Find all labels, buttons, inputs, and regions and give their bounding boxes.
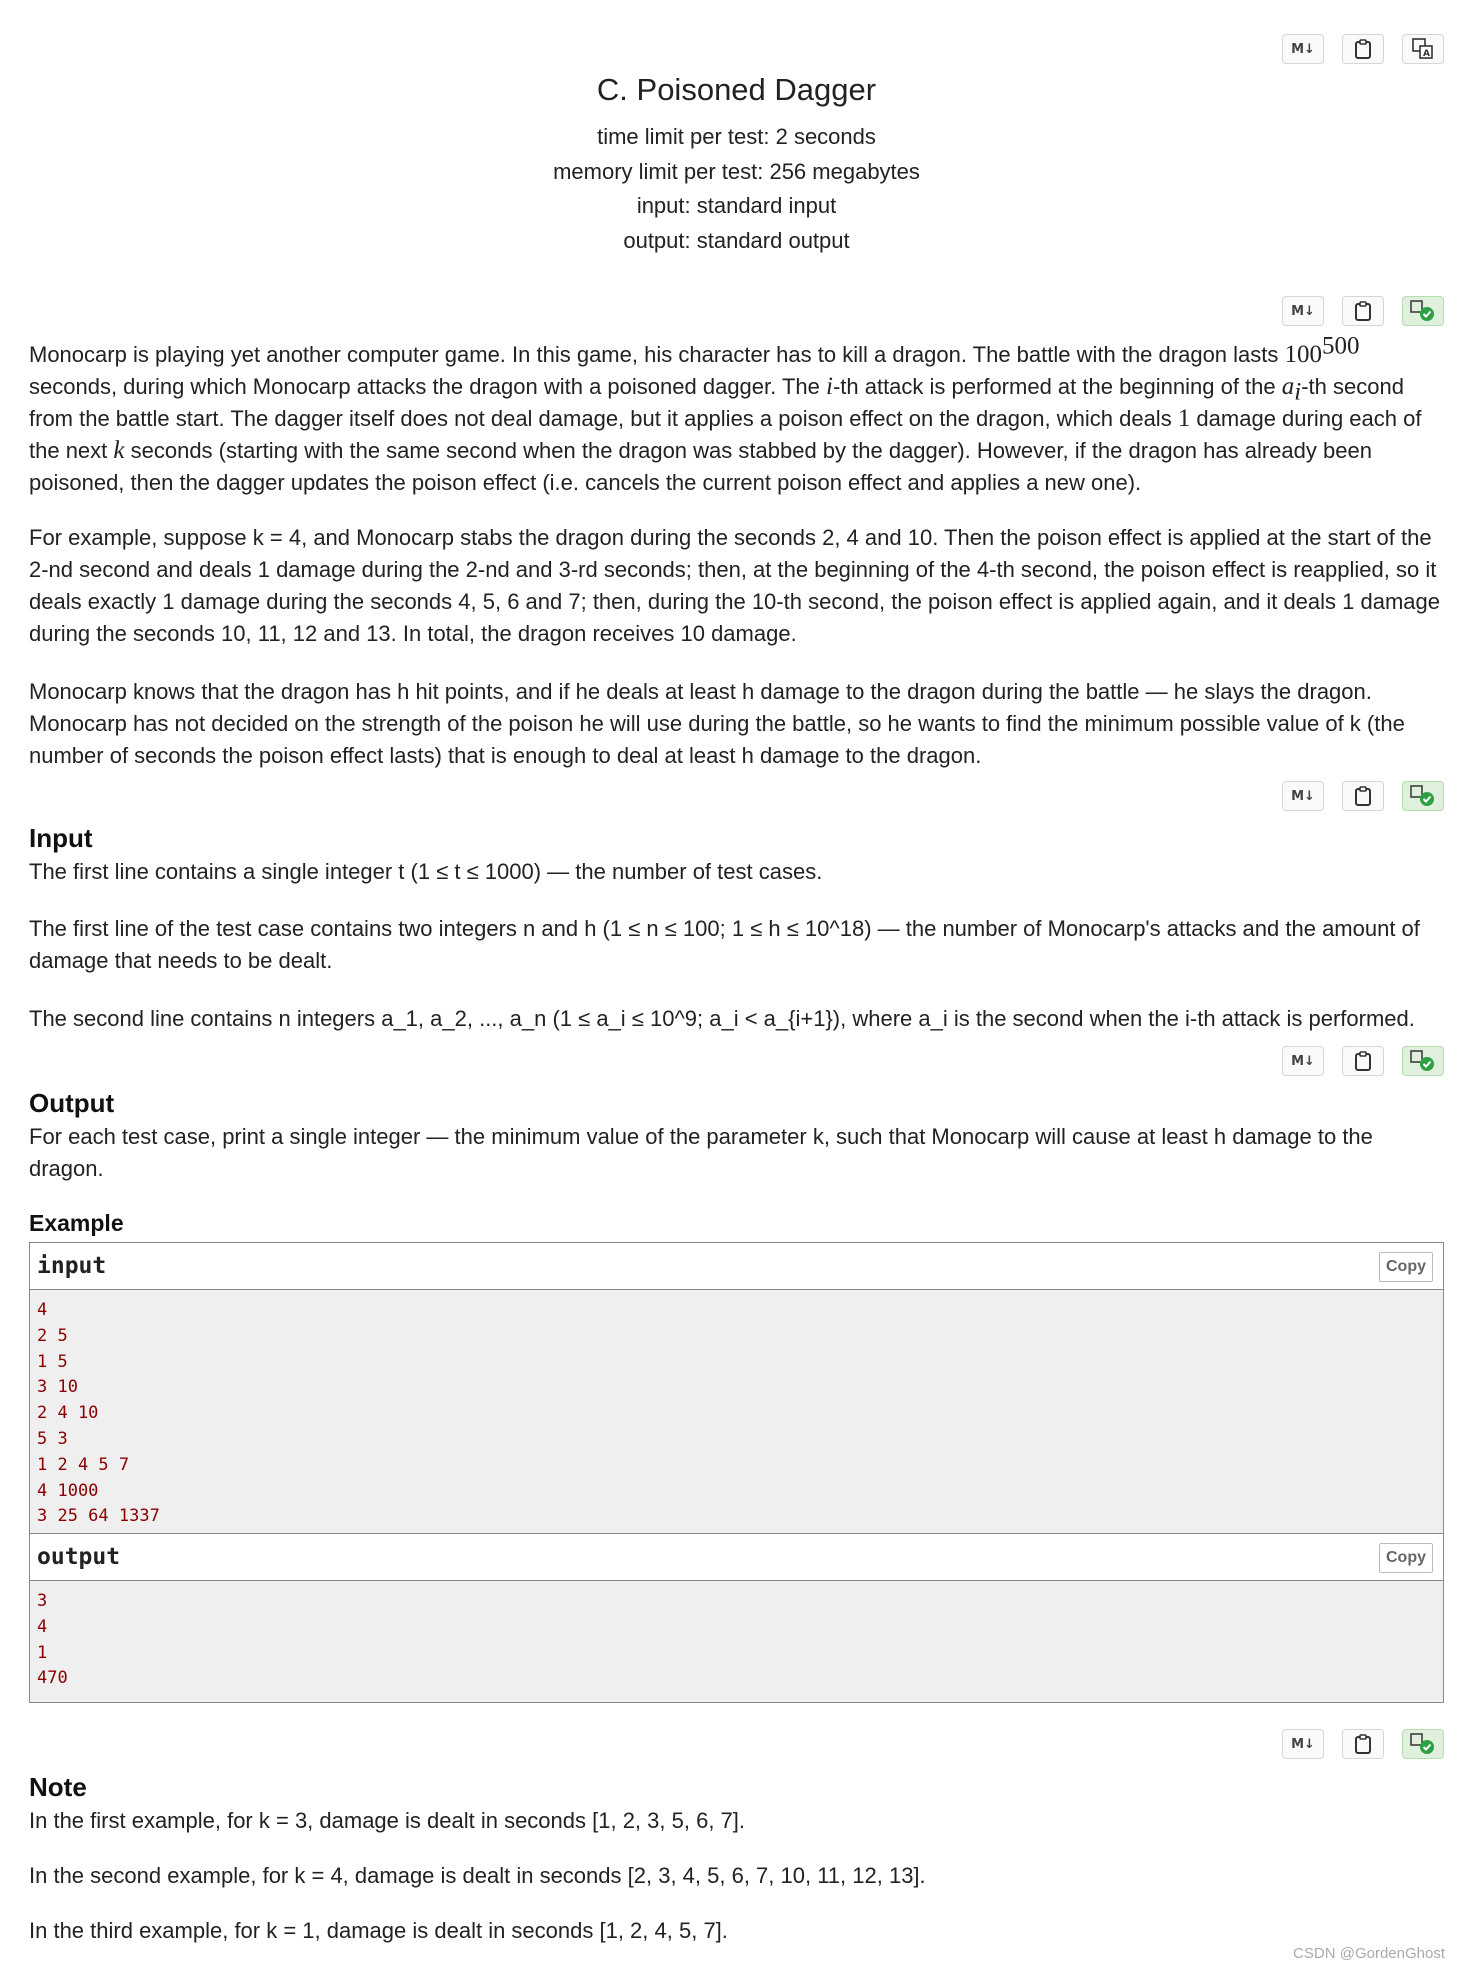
markdown-button[interactable] [1282, 296, 1324, 326]
time-limit: time limit per test: 2 seconds [597, 124, 876, 149]
sample-line: 470 [37, 1668, 68, 1689]
sample-line: 3 [37, 1591, 48, 1611]
output-paragraph-1: For each test case, print a single integer — the minimum value of the parameter k, such that Monocarp will cause at least h damage to the dragon. [29, 1124, 1373, 1181]
copy-input-sample-button[interactable]: Copy [1379, 1252, 1433, 1282]
sample-line: 4 1000 [37, 1480, 99, 1501]
sample-output-block [29, 1533, 1444, 1703]
markdown-icon: M↓ [1291, 303, 1315, 319]
sample-line: 5 3 [37, 1428, 68, 1449]
clipboard-icon [1354, 786, 1372, 806]
output-toolbar [1282, 1046, 1444, 1076]
translate-check-icon [1410, 1733, 1436, 1755]
sample-line: 3 25 64 1337 [37, 1506, 160, 1527]
sample-line: 2 5 [37, 1325, 68, 1346]
sample-input-body [30, 1290, 1443, 1536]
markdown-icon: M↓ [1291, 1053, 1315, 1069]
translated-button[interactable] [1402, 296, 1444, 326]
input-toolbar [1282, 781, 1444, 811]
markdown-icon: M↓ [1291, 788, 1315, 804]
translated-button[interactable] [1402, 1729, 1444, 1759]
note-toolbar [1282, 1729, 1444, 1759]
clipboard-icon [1354, 301, 1372, 321]
note-title: Note [29, 1772, 87, 1802]
sample-line: 1 2 4 5 7 [37, 1454, 130, 1475]
sample-line: 1 5 [37, 1351, 68, 1372]
sample-line: 3 10 [37, 1377, 78, 1398]
svg-text:A: A [1423, 49, 1430, 59]
markdown-button[interactable] [1282, 781, 1324, 811]
statement-paragraph-1: Monocarp is playing yet another computer game. In this game, his character has to kill a dragon. The battle with the dragon lasts $100^{500}$ seconds, during which Monocarp attacks the dragon with a poisoned dagger. The i-th attack is performed at the beginning of the $a_i-th$ second from the battle start. The dagger itself does not deal damage, but it applies a poison effect on the dragon, which deals 1 damage during each of the next k seconds (starting with the same second when the dragon was stabbed by the dagger). However, if the dragon has already been poisoned, then the dagger updates the poison effect (i.e. cancels the current poison effect and applies a new one). [29, 332, 1422, 495]
sample-line: 1 [37, 1642, 48, 1663]
input-title: Input [29, 823, 93, 853]
markdown-button[interactable] [1282, 1046, 1324, 1076]
statement-paragraph-2: For example, suppose k = 4, and Monocarp stabs the dragon during the seconds 2, 4 and 10. Then the poison effect is applied at the start of the 2-nd second and deals 1 damage during the 2-nd and 3-rd seconds; then, at the beginning of the 4-th second, the poison effect is reapplied, so it deals exactly 1 damage during the seconds 4, 5, 6 and 7; then, during the 10-th second, the poison effect is applied again, and it deals 1 damage during the seconds 10, 11, 12 and 13. In total, the dragon receives 10 damage. [29, 525, 1441, 646]
translated-button[interactable] [1402, 781, 1444, 811]
sample-output-label: output [37, 1544, 121, 1570]
markdown-icon: M↓ [1291, 41, 1315, 57]
sample-line: 4 [37, 1616, 48, 1637]
translate-check-icon [1410, 300, 1436, 322]
sample-input-label: input [37, 1253, 107, 1279]
output-spec: output: standard output [623, 227, 850, 253]
sample-line: 4 [37, 1300, 48, 1320]
note-paragraph-1: In the first example, for k = 3, damage is dealt in seconds [1, 2, 3, 5, 6, 7]. [29, 1808, 745, 1833]
note-paragraph-2: In the second example, for k = 4, damage is dealt in seconds [2, 3, 4, 5, 6, 7, 10, 11, 12, 13]. [29, 1863, 926, 1888]
input-paragraph-3: The second line contains n integers a_1, a_2, ..., a_n (1 ≤ a_i ≤ 10^9; a_i < a_{i+1}), where a_i is the second when the i-th attack is performed. [29, 1006, 1415, 1031]
note-paragraph-3: In the third example, for k = 1, damage is dealt in seconds [1, 2, 4, 5, 7]. [29, 1918, 728, 1943]
copy-statement-button[interactable] [1342, 296, 1384, 326]
copy-input-button[interactable] [1342, 781, 1384, 811]
statement-paragraph-3: Monocarp knows that the dragon has h hit points, and if he deals at least h damage to the dragon during the battle — he slays the dragon. Monocarp has not decided on the strength of the poison he will use during the battle, so he wants to find the minimum possible value of k (the number of seconds the poison effect lasts) that is enough to deal at least h damage to the dragon. [29, 679, 1405, 768]
input-paragraph-1: The first line contains a single integer t (1 ≤ t ≤ 1000) — the number of test cases. [29, 859, 823, 884]
example-title: Example [29, 1210, 124, 1236]
clipboard-icon [1354, 1734, 1372, 1754]
problem-title: C. Poisoned Dagger [596, 72, 877, 107]
translate-check-icon [1410, 1050, 1436, 1072]
copy-output-sample-button[interactable]: Copy [1379, 1543, 1433, 1573]
problem-header [29, 0, 1444, 258]
sample-input-block [29, 1242, 1444, 1537]
sample-line: 2 4 10 [37, 1403, 99, 1424]
copy-note-button[interactable] [1342, 1729, 1384, 1759]
translated-button[interactable] [1402, 1046, 1444, 1076]
markdown-button[interactable] [1282, 1729, 1324, 1759]
memory-limit: memory limit per test: 256 megabytes [553, 158, 920, 184]
watermark: CSDN @GordenGhost [1293, 1945, 1445, 1962]
copy-output-button[interactable] [1342, 1046, 1384, 1076]
clipboard-icon [1354, 1051, 1372, 1071]
sample-output-body [30, 1581, 1443, 1702]
output-title: Output [29, 1088, 115, 1118]
input-spec: input: standard input [636, 193, 837, 218]
translate-check-icon [1410, 785, 1436, 807]
input-paragraph-2: The first line of the test case contains two integers n and h (1 ≤ n ≤ 100; 1 ≤ h ≤ 10^18) — the number of Monocarp's attacks and the amount of damage that needs to be dealt. [29, 916, 1420, 973]
statement-toolbar [1282, 296, 1444, 326]
markdown-icon: M↓ [1291, 1736, 1315, 1752]
